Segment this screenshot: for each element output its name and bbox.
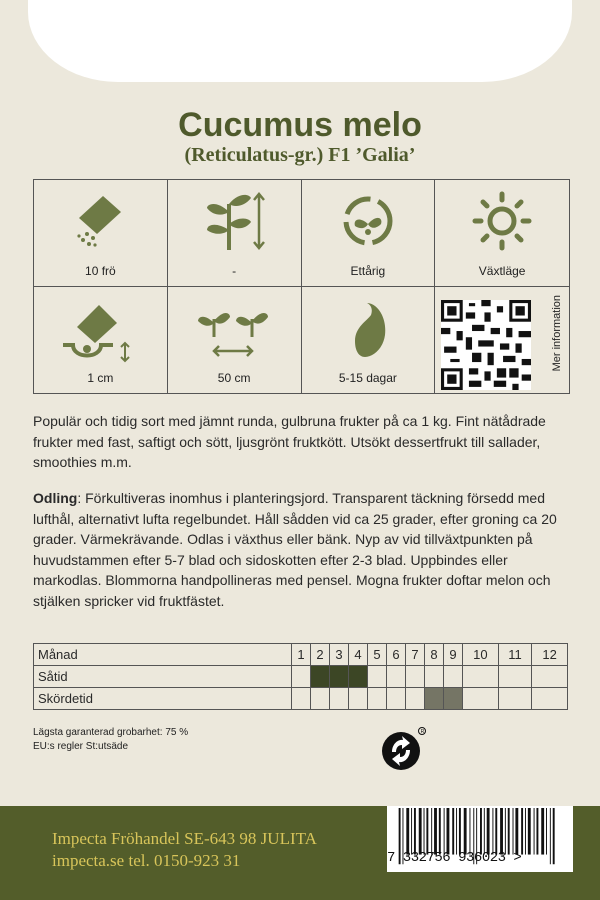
seed-count-label: 10 frö bbox=[85, 263, 116, 278]
harvest-cell bbox=[387, 688, 406, 710]
month-2: 2 bbox=[311, 644, 330, 666]
sow-cell bbox=[498, 666, 531, 688]
germination-icon bbox=[333, 297, 403, 361]
eu-regulation: EU:s regler St:utsäde bbox=[33, 741, 129, 752]
seed-packet-icon bbox=[65, 190, 135, 250]
harvest-cell-active bbox=[425, 688, 444, 710]
contact-line: impecta.se tel. 0150-923 31 bbox=[52, 851, 241, 870]
cell-qr[interactable] bbox=[435, 287, 569, 394]
month-7: 7 bbox=[406, 644, 425, 666]
page-title: Cucumus melo bbox=[178, 106, 422, 144]
month-11: 11 bbox=[498, 644, 531, 666]
cultivation-text bbox=[33, 488, 568, 611]
month-6: 6 bbox=[387, 644, 406, 666]
cell-lifecycle bbox=[302, 180, 436, 287]
cell-germination bbox=[302, 287, 436, 394]
sow-cell bbox=[532, 666, 568, 688]
germination-rate: Lägsta garanterad grobarhet: 75 % bbox=[33, 727, 189, 738]
description: Populär och tidig sort med jämnt runda, gulbruna frukter på ca 1 kg. Fint nätådrade frukter med fast, saftigt och sött, ljusgrönt fruktkött. Utsökt dessertfrukt till sallader, smoothies m.m. bbox=[33, 413, 546, 470]
calendar-header-row bbox=[34, 644, 568, 666]
cell-plant-height bbox=[168, 180, 302, 287]
harvest-cell bbox=[330, 688, 349, 710]
harvest-cell bbox=[349, 688, 368, 710]
plant-height-label: - bbox=[232, 263, 237, 278]
qr-code-icon[interactable] bbox=[441, 300, 531, 390]
lifecycle-label: Ettårig bbox=[350, 263, 386, 278]
cell-spacing bbox=[168, 287, 302, 394]
svg-text:R: R bbox=[420, 729, 425, 735]
sowing-row-label: Såtid bbox=[34, 666, 292, 688]
harvest-cell bbox=[311, 688, 330, 710]
packet-notch bbox=[28, 0, 572, 82]
month-8: 8 bbox=[425, 644, 444, 666]
harvest-cell bbox=[406, 688, 425, 710]
barcode-number: 7 332756 936023 > bbox=[387, 850, 522, 866]
month-4: 4 bbox=[349, 644, 368, 666]
sow-cell bbox=[406, 666, 425, 688]
harvest-cell bbox=[498, 688, 531, 710]
more-info-label: Mer information bbox=[551, 294, 563, 371]
month-1: 1 bbox=[292, 644, 311, 666]
light-label: Växtläge bbox=[478, 263, 526, 278]
month-10: 10 bbox=[463, 644, 499, 666]
sow-cell-active bbox=[311, 666, 330, 688]
cultivation-label: Odling bbox=[33, 490, 78, 506]
address-line: Impecta Fröhandel SE-643 98 JULITA bbox=[52, 829, 317, 848]
sowing-row bbox=[34, 666, 568, 688]
plant-spacing-icon bbox=[194, 297, 274, 361]
sow-cell bbox=[444, 666, 463, 688]
sow-cell bbox=[425, 666, 444, 688]
company-address bbox=[52, 828, 317, 872]
germination-label: 5-15 dagar bbox=[338, 371, 397, 385]
month-9: 9 bbox=[444, 644, 463, 666]
sow-cell bbox=[292, 666, 311, 688]
cultivation-body: : Förkultiveras inomhus i planteringsjord. Transparent täckning försedd med lufthål, alternativt lufta regelbundet. Håll sådden vid ca 25 grader, efter groning ca 20 grader. Värmekrävande. Odlas i växthus eller bänk. Nyp av vid tillväxtpunkten på huvudstammen efter 5-7 blad och sidoskotten efter 2-3 blad. Uppbindes eller markodlas. Blommorna handpollineras med pensel. Mogna frukter doftar melon och stjälken spricker vid fruktfästet. bbox=[33, 490, 557, 609]
sow-cell bbox=[387, 666, 406, 688]
month-header: Månad bbox=[34, 644, 292, 666]
plant-height-icon bbox=[199, 190, 269, 252]
icon-grid bbox=[33, 179, 570, 394]
spacing-label: 50 cm bbox=[217, 371, 251, 385]
cell-light bbox=[435, 180, 569, 287]
germination-info bbox=[33, 726, 188, 754]
month-12: 12 bbox=[532, 644, 568, 666]
page-subtitle: (Reticulatus-gr.) F1 ’Galia’ bbox=[184, 144, 416, 166]
sow-cell bbox=[463, 666, 499, 688]
sun-icon bbox=[467, 190, 537, 252]
sow-cell-active bbox=[330, 666, 349, 688]
sowing-depth-label: 1 cm bbox=[87, 371, 114, 385]
harvest-cell bbox=[292, 688, 311, 710]
annual-cycle-icon bbox=[333, 190, 403, 252]
month-3: 3 bbox=[330, 644, 349, 666]
harvest-cell-active bbox=[444, 688, 463, 710]
cell-sowing-depth bbox=[34, 287, 168, 394]
sow-cell bbox=[368, 666, 387, 688]
month-5: 5 bbox=[368, 644, 387, 666]
cell-seed-count bbox=[34, 180, 168, 287]
harvest-row-label: Skördetid bbox=[34, 688, 292, 710]
harvest-cell bbox=[532, 688, 568, 710]
sow-cell-active bbox=[349, 666, 368, 688]
green-dot-recycle-icon bbox=[380, 726, 426, 772]
harvest-cell bbox=[368, 688, 387, 710]
sowing-depth-icon bbox=[55, 297, 145, 363]
sowing-calendar bbox=[33, 643, 568, 710]
harvest-row bbox=[34, 688, 568, 710]
harvest-cell bbox=[463, 688, 499, 710]
